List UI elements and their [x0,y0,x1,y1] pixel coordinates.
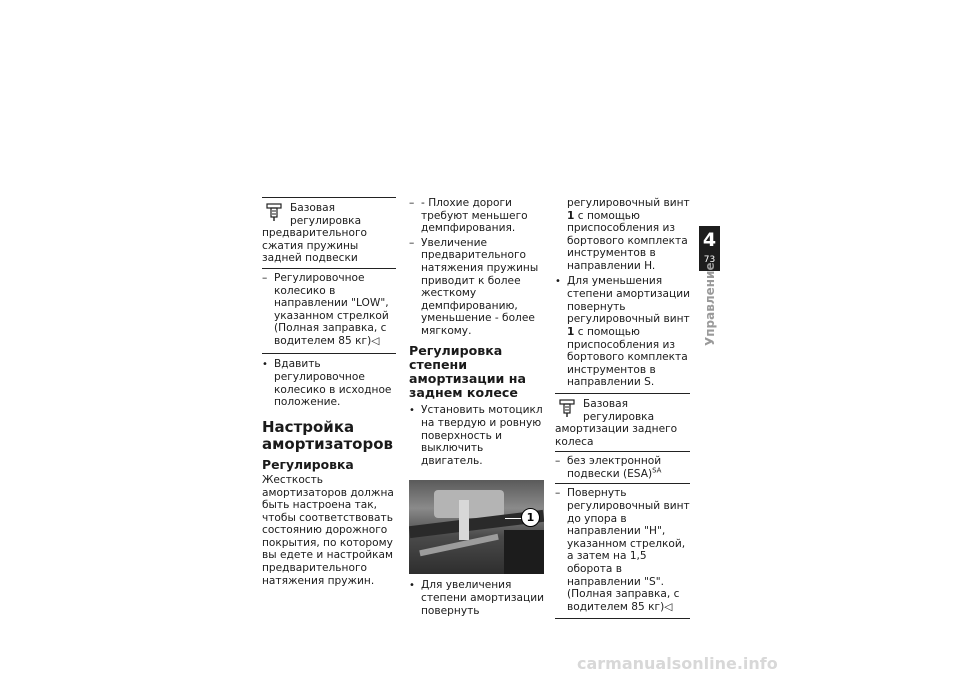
continued-text-b: с помощью приспособления из бортового комплекта инструментов в направлении H. [567,209,688,272]
section-title: Управление [703,262,717,346]
bullet-item-text-a: Для уменьшения степени амортизации повернуть регулировочный винт [567,274,690,326]
dash-item-text: Регулировочное колесико в направлении "LOW", указанном стрелкой (Полная заправка, с водителем 85 кг) [274,271,389,347]
dash-item-text: без электронной подвески (ESA) [567,455,662,480]
bullet-item [262,358,396,409]
basic-setting-box-spring [262,197,396,354]
watermark: carmanualsonline.info [577,654,778,673]
bullet-item-text: Установить мотоцикл на твердую и ровную поверхность и выключить двигатель. [421,403,543,467]
page-number: 73 [703,255,716,265]
dash-item [262,272,396,348]
basic-setting-title: Базовая регулировка амортизации заднего колеса [555,397,678,448]
dash-item-text: Увеличение предварительного натяжения пружины приводит к более жесткому демпфированию, уменьшение - более мягкому. [421,236,539,337]
optional-equipment-mark: SA [652,466,662,475]
basic-setting-title: Базовая регулировка предварительного сжатия пружины задней подвески [262,202,367,265]
dash-item [409,237,544,338]
bullet-item [409,579,544,618]
basic-setting-body [262,268,396,354]
tool-icon [557,398,577,418]
section-heading: Настройка амортизаторов [262,417,394,453]
dash-item [409,197,544,235]
column-2 [409,197,544,619]
photo-part [459,500,469,540]
reference-number: 1 [567,209,575,222]
paragraph: Жесткость амортизаторов должна быть настроена так, чтобы соответствовать состоянию дорожного покрытия, по которому вы едете и настройкам предварительного натяжения пружин. [262,473,394,587]
basic-setting-box-damping [555,393,690,620]
subsection-heading: Регулировка [262,456,354,472]
photo-callout-1: 1 [521,508,540,527]
reference-number: 1 [567,325,575,338]
rear-shock-photo [409,480,544,574]
dash-item-text: - Плохие дороги требуют меньшего демпфирования. [421,197,528,235]
end-mark-icon: ◁ [664,600,673,613]
photo-part [434,490,504,518]
column-3 [555,197,690,623]
bullet-item [409,404,544,468]
dash-item [555,455,690,480]
end-mark-icon: ◁ [371,334,380,347]
basic-setting-body [555,483,690,619]
bullet-item-text: Для увеличения степени амортизации повернуть [421,578,544,617]
section-side-label [703,262,717,360]
tool-icon [264,202,284,222]
basic-setting-body [555,451,690,480]
dash-item-text: Повернуть регулировочный винт до упора в направлении "H", указанном стрелкой, а затем на 1,5 оборота в направлении "S". (Полная заправка, с водителем 85 кг) [567,487,690,613]
continued-text [555,197,690,273]
chapter-number: 4 [702,229,717,251]
bullet-item-text: Вдавить регулировочное колесико в исходное положение. [274,357,392,409]
photo-part [504,530,544,574]
dash-item [555,487,690,613]
basic-setting-header [555,394,690,448]
section-heading: Регулировка степени амортизации на заднем колесе [409,342,526,400]
bullet-item [555,275,690,389]
continued-text-a: регулировочный винт [567,197,690,209]
bullet-item-text-b: с помощью приспособления из бортового комплекта инструментов в направлении S. [567,325,688,389]
basic-setting-header [262,198,396,265]
column-1 [262,197,396,587]
